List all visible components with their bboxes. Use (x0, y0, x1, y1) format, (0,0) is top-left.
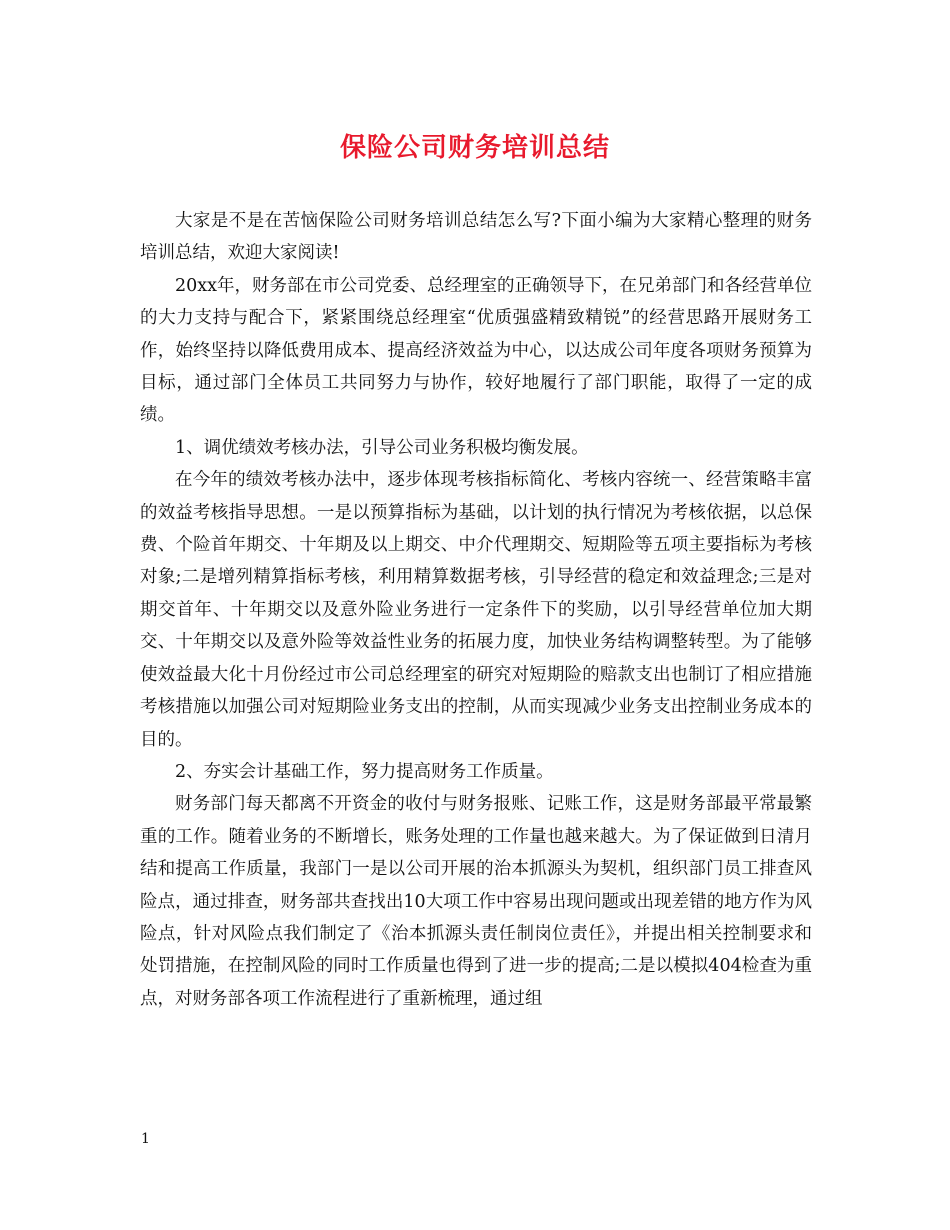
document-title: 保险公司财务培训总结 (339, 133, 610, 163)
section-heading-2: 2、夯实会计基础工作，努力提高财务工作质量。 (175, 761, 554, 782)
section-1-paragraph: 在今年的绩效考核办法中，逐步体现考核指标简化、考核内容统一、经营策略丰富的效益考核指导思想。一是以预算指标为基础，以计划的执行情况为考核依据，以总保费、个险首年期交、十年期及以上期交、中介代理期交、短期险等五项主要指标为考核对象;二是增列精算指标考核，利用精算数据考核，引导经营的稳定和效益理念;三是对期交首年、十年期交以及意外险业务进行一定条件下的奖励，以引导经营单位加大期交、十年期交以及意外险等效益性业务的拓展力度，加快业务结构调整转型。为了能够使效益最大化十月份经过市公司总经理室的研究对短期险的赔款支出也制订了相应措施考核措施以加强公司对短期险业务支出的控制，从而实现减少业务支出控制业务成本的目的。 (140, 470, 812, 750)
overview-paragraph: 20xx年，财务部在市公司党委、总经理室的正确领导下，在兄弟部门和各经营单位的大力支持与配合下，紧紧围绕总经理室“优质强盛精致精锐”的经营思路开展财务工作，始终坚持以降低费用成本、提高经济效益为中心，以达成公司年度各项财务预算为目标，通过部门全体员工共同努力与协作，较好地履行了部门职能，取得了一定的成绩。 (140, 275, 813, 426)
intro-paragraph: 大家是不是在苦恼保险公司财务培训总结怎么写?下面小编为大家精心整理的财务培训总结，欢迎大家阅读! (140, 211, 812, 264)
section-2-paragraph: 财务部门每天都离不开资金的收付与财务报账、记账工作，这是财务部最平常最繁重的工作。随着业务的不断增长，账务处理的工作量也越来越大。为了保证做到日清月结和提高工作质量，我部门一是以公司开展的治本抓源头为契机，组织部门员工排查风险点，通过排查，财务部共查找出10大项工作中容易出现问题或出现差错的地方作为风险点，针对风险点我们制定了《治本抓源头责任制岗位责任》，并提出相关控制要求和处罚措施，在控制风险的同时工作质量也得到了进一步的提高;二是以模拟404检查为重点，对财务部各项工作流程进行了重新梳理，通过组 (140, 794, 812, 1009)
page-number: 1 (141, 1131, 150, 1147)
document-body (140, 205, 812, 1015)
section-heading-1: 1、调优绩效考核办法，引导公司业务积极均衡发展。 (175, 437, 589, 458)
